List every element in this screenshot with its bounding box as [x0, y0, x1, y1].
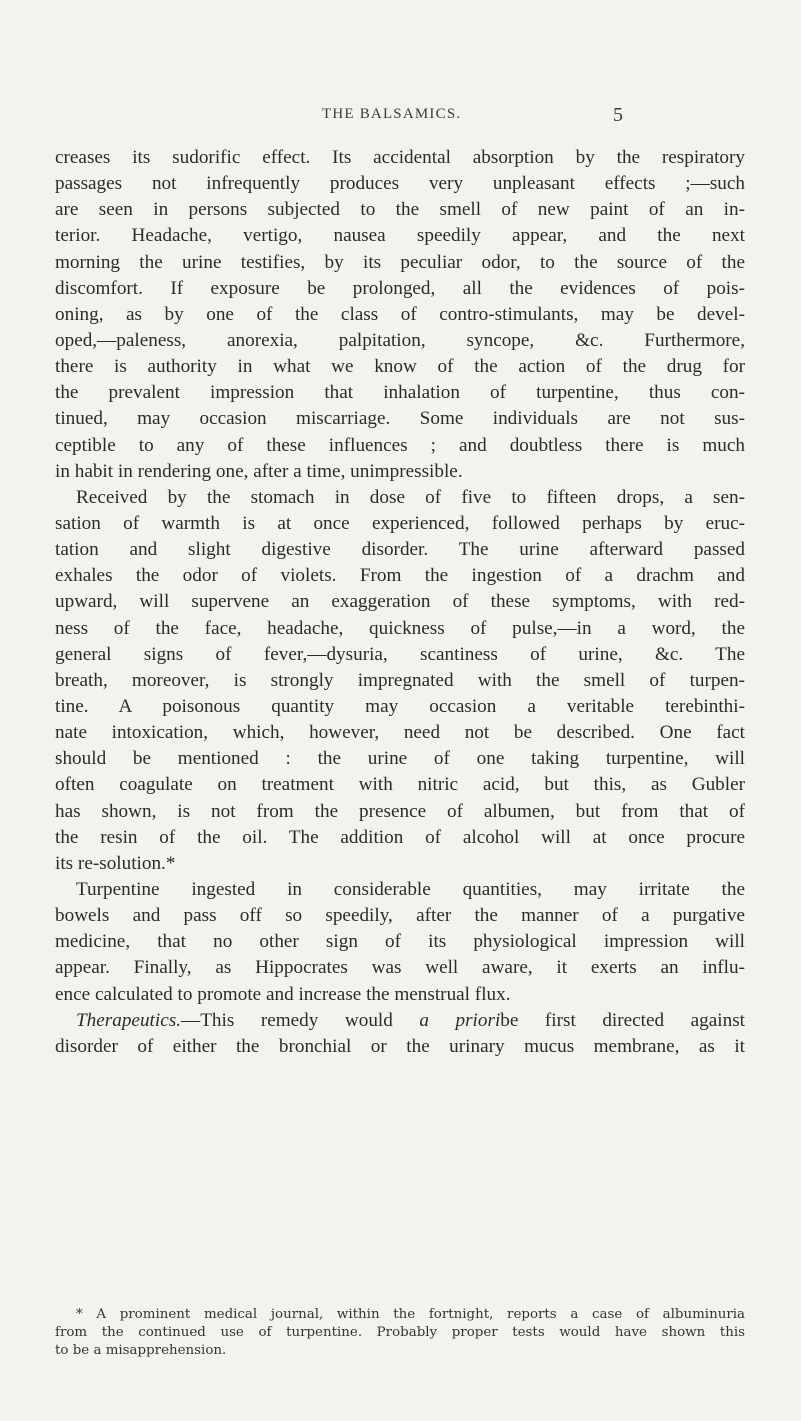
text-line: passages not infrequently produces very unpleasant effects ;—such: [55, 173, 745, 195]
text-line: sation of warmth is at once experienced, followed perhaps by eruc-: [55, 512, 745, 534]
text-line: the resin of the oil. The addition of alcohol will at once procure: [55, 826, 745, 848]
text-line: Received by the stomach in dose of five to fifteen drops, a sen-: [76, 486, 745, 508]
text-line: tine. A poisonous quantity may occasion a veritable terebinthi-: [55, 695, 745, 717]
text-line: exhales the odor of violets. From the ingestion of a drachm and: [55, 565, 745, 587]
text-line: nate intoxication, which, however, need not be described. One fact: [55, 722, 745, 744]
text-line: oning, as by one of the class of contro-stimulants, may be devel-: [55, 303, 745, 325]
footnote-line: from the continued use of turpentine. Probably proper tests would have shown this: [55, 1325, 745, 1340]
text-line: morning the urine testifies, by its peculiar odor, to the source of the: [55, 251, 745, 273]
text-line: discomfort. If exposure be prolonged, all the evidences of pois-: [55, 277, 745, 299]
text-line: there is authority in what we know of the action of the drug for: [55, 356, 745, 378]
text-line: breath, moreover, is strongly impregnated with the smell of turpen-: [55, 669, 745, 691]
page-number: 5: [613, 104, 623, 126]
text-line: tinued, may occasion miscarriage. Some individuals are not sus-: [55, 408, 745, 430]
text-line: ness of the face, headache, quickness of pulse,—in a word, the: [55, 617, 745, 639]
running-title: THE BALSAMICS.: [322, 106, 462, 122]
text-line: often coagulate on treatment with nitric acid, but this, as Gubler: [55, 774, 745, 796]
text-run: —This remedy would: [181, 1009, 420, 1031]
text-line: its re-solution.*: [55, 852, 176, 874]
text-line: ence calculated to promote and increase the menstrual flux.: [55, 983, 511, 1005]
footnote-line: to be a misapprehension.: [55, 1343, 227, 1358]
text-line: terior. Headache, vertigo, nausea speedily appear, and the next: [55, 225, 745, 247]
text-line: disorder of either the bronchial or the urinary mucus membrane, as it: [55, 1035, 745, 1057]
text-line: appear. Finally, as Hippocrates was well aware, it exerts an influ-: [55, 957, 745, 979]
text-line: are seen in persons subjected to the smell of new paint of an in-: [55, 199, 745, 221]
running-head: [0, 106, 801, 130]
text-line: oped,—paleness, anorexia, palpitation, syncope, &c. Furthermore,: [55, 329, 745, 351]
text-line: bowels and pass off so speedily, after the manner of a purgative: [55, 905, 745, 927]
text-line: general signs of fever,—dysuria, scantiness of urine, &c. The: [55, 643, 745, 665]
text-line: Turpentine ingested in considerable quantities, may irritate the: [76, 878, 745, 900]
section-heading-therapeutics: Therapeutics.: [76, 1009, 181, 1031]
body-text: [55, 145, 745, 1060]
text-line: upward, will supervene an exaggeration of these symptoms, with red-: [55, 591, 745, 613]
text-line: the prevalent impression that inhalation of turpentine, thus con-: [55, 382, 745, 404]
text-line: ceptible to any of these influences ; and doubtless there is much: [55, 434, 745, 456]
text-line: creases its sudorific effect. Its accidental absorption by the respiratory: [55, 147, 745, 168]
text-line: has shown, is not from the presence of albumen, but from that of: [55, 800, 745, 822]
text-line: in habit in rendering one, after a time, unimpressible.: [55, 460, 463, 482]
footnote-line: * A prominent medical journal, within the fortnight, reports a case of albuminuria: [76, 1307, 745, 1322]
italic-phrase: a priori: [419, 1009, 501, 1031]
text-line: medicine, that no other sign of its physiological impression will: [55, 931, 745, 953]
text-line: tation and slight digestive disorder. The urine afterward passed: [55, 539, 745, 561]
footnote: [55, 1306, 745, 1360]
text-run: be first directed against: [500, 1009, 745, 1031]
text-line: should be mentioned : the urine of one taking turpentine, will: [55, 748, 745, 770]
text-line-therapeutics: [55, 1008, 745, 1034]
